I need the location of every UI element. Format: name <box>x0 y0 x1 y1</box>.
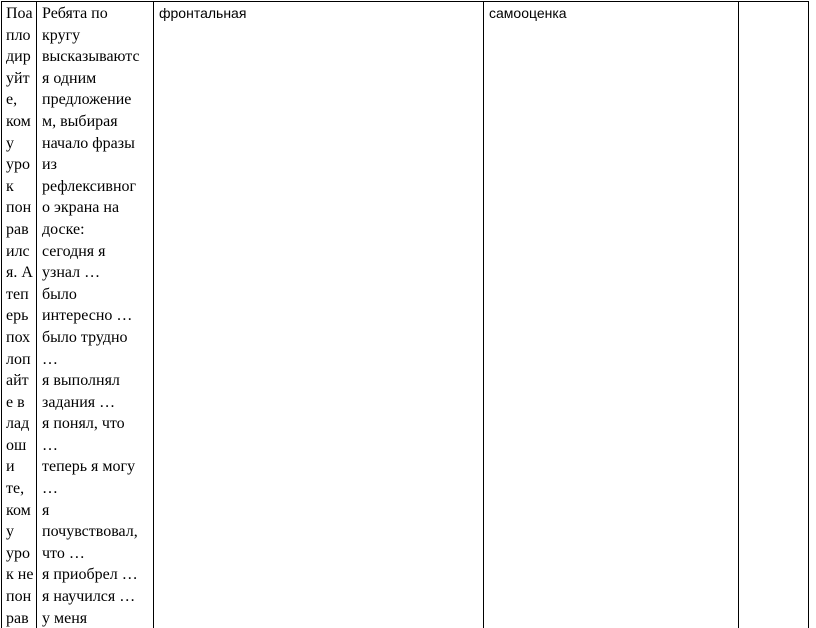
instruction-line: е в <box>6 393 25 411</box>
activity-line: рефлексивног <box>42 177 137 195</box>
instruction-line: айт <box>6 372 29 390</box>
instruction-line: теп <box>6 285 29 303</box>
instruction-line: я. А <box>6 264 33 282</box>
activity-line: что … <box>42 544 85 562</box>
instruction-line: рав <box>6 609 29 627</box>
instruction-line: Поа <box>6 5 33 22</box>
cell-activity <box>37 2 154 628</box>
instruction-line: лоп <box>6 350 31 368</box>
activity-line: высказываютс <box>42 48 140 66</box>
instruction-line: ком <box>6 112 31 130</box>
work-form-text: фронтальная <box>159 5 247 21</box>
activity-line: доске: <box>42 220 85 238</box>
instruction-line: уро <box>6 156 30 174</box>
activity-line: м, выбирая <box>42 112 118 130</box>
instruction-line: дир <box>6 48 31 66</box>
activity-line: кругу <box>42 26 81 44</box>
activity-line: Ребята по <box>42 5 108 22</box>
activity-line: предложение <box>42 91 132 109</box>
activity-line: я одним <box>42 69 97 87</box>
lesson-plan-table <box>1 1 809 628</box>
instruction-line: к <box>6 177 14 195</box>
cell-assessment <box>484 2 739 628</box>
instruction-line: к не <box>6 566 34 584</box>
activity-line: из <box>42 156 57 174</box>
instruction-line: лад <box>6 415 30 433</box>
activity-line: я приобрел … <box>42 566 138 584</box>
instruction-line: илс <box>6 242 30 260</box>
instruction-line: те, <box>6 480 25 498</box>
instruction-line: пон <box>6 199 32 217</box>
cell-work-form <box>154 2 484 628</box>
activity-line: начало фразы <box>42 134 135 152</box>
activity-line: узнал … <box>42 264 101 282</box>
instruction-line: ерь <box>6 307 29 325</box>
instruction-line: е, <box>6 91 18 109</box>
instruction-line: уро <box>6 544 30 562</box>
instruction-line: у <box>6 523 14 541</box>
activity-line: … <box>42 480 58 498</box>
activity-line: сегодня я <box>42 242 106 260</box>
activity-line: о экрана на <box>42 199 120 217</box>
activity-line: я научился … <box>42 588 136 606</box>
activity-line: интересно … <box>42 307 133 325</box>
table-row <box>2 2 809 628</box>
cell-instruction <box>2 2 37 628</box>
activity-line: теперь я могу <box>42 458 136 476</box>
cell-empty <box>739 2 809 628</box>
activity-line: почувствовал, <box>42 523 138 541</box>
instruction-line: пон <box>6 588 32 606</box>
instruction-text <box>2 2 36 628</box>
activity-line: … <box>42 436 58 454</box>
assessment-text: самооценка <box>489 5 567 21</box>
activity-line: … <box>42 350 58 368</box>
activity-line: у меня <box>42 609 88 627</box>
activity-line: я выполнял <box>42 372 120 390</box>
activity-line: я <box>42 501 50 519</box>
instruction-line: уйт <box>6 69 30 87</box>
activity-line: было <box>42 285 77 303</box>
instruction-line: пло <box>6 26 31 44</box>
instruction-line: и <box>6 458 15 476</box>
instruction-line: рав <box>6 220 29 238</box>
instruction-line: у <box>6 134 14 152</box>
instruction-line: ком <box>6 501 31 519</box>
instruction-line: ош <box>6 436 27 454</box>
activity-line: задания … <box>42 393 116 411</box>
instruction-line: пох <box>6 328 31 346</box>
empty-cell-text <box>739 2 808 5</box>
activity-line: я понял, что <box>42 415 125 433</box>
activity-line: было трудно <box>42 328 128 346</box>
activity-text <box>37 2 153 628</box>
